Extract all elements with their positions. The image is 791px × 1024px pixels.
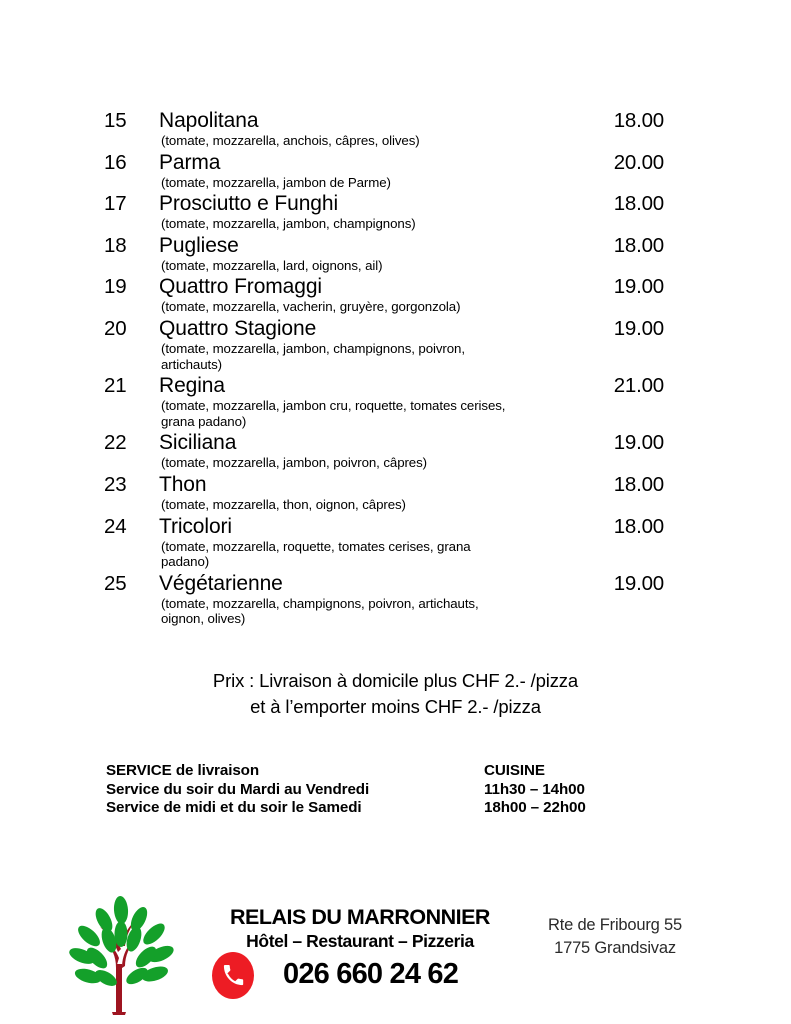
menu-item-name: Végétarienne (159, 571, 283, 595)
menu-item (104, 150, 664, 191)
menu-item-price: 20.00 (613, 150, 664, 174)
address-block (500, 914, 730, 960)
menu-item (104, 430, 664, 471)
menu-item-description: (tomate, mozzarella, jambon de Parme) (161, 174, 391, 190)
menu-item-price: 18.00 (613, 192, 664, 216)
service-hours-label: Service de midi et du soir le Samedi (106, 799, 362, 816)
menu-item-price: 19.00 (613, 571, 664, 595)
service-hours-label: Service du soir du Mardi au Vendredi (106, 780, 370, 798)
menu-item (104, 373, 664, 429)
service-hours-row (106, 762, 666, 781)
menu-item-header (104, 430, 664, 456)
menu-item-name: Siciliana (159, 431, 237, 455)
menu-item-number: 19 (104, 275, 127, 299)
menu-item-header (104, 571, 664, 597)
address-line-1: Rte de Fribourg 55 (548, 916, 682, 934)
menu-item-number: 17 (104, 192, 127, 216)
menu-item-number: 15 (104, 109, 127, 132)
menu-item-description: (tomate, mozzarella, anchois, câpres, olives) (161, 133, 420, 148)
menu-item-name: Prosciutto e Funghi (159, 192, 339, 216)
menu-item-description: (tomate, mozzarella, jambon, poivron, câpres) (161, 455, 427, 471)
menu-item-number: 23 (104, 472, 127, 496)
menu-item-header (104, 472, 664, 498)
menu-item-description: (tomate, mozzarella, jambon, champignons, poivron, artichauts) (161, 340, 465, 372)
menu-item-price: 18.00 (613, 109, 664, 132)
menu-item-description: (tomate, mozzarella, champignons, poivron, artichauts, oignon, olives) (161, 595, 479, 627)
service-hours-row (106, 781, 666, 800)
menu-item (104, 571, 664, 627)
menu-item-price: 21.00 (613, 374, 664, 398)
service-hours-label: SERVICE de livraison (106, 762, 260, 779)
menu-item-name: Thon (159, 472, 207, 496)
menu-item-price: 18.00 (613, 233, 664, 257)
restaurant-subtitle: Hôtel – Restaurant – Pizzeria (246, 931, 474, 951)
menu-item-number: 24 (104, 514, 127, 538)
page-footer (0, 888, 791, 1024)
menu-item-number: 21 (104, 374, 127, 398)
menu-item-header (104, 233, 664, 259)
menu-item-name: Quattro Fromaggi (159, 275, 322, 299)
service-hours-value: 18h00 – 22h00 (484, 799, 586, 816)
menu-item-description: (tomate, mozzarella, lard, oignons, ail) (161, 257, 383, 273)
menu-item-number: 18 (104, 233, 127, 257)
menu-item-header (104, 316, 664, 342)
menu-item (104, 233, 664, 274)
menu-item-header (104, 514, 664, 540)
pizza-menu-list (104, 108, 664, 628)
price-note-line-2: et à l’emporter moins CHF 2.- /pizza (250, 696, 541, 717)
menu-item (104, 472, 664, 513)
menu-item-name: Quattro Stagione (159, 316, 317, 340)
menu-item (104, 274, 664, 315)
menu-item-header (104, 274, 664, 300)
menu-item-price: 19.00 (613, 431, 664, 455)
menu-item (104, 316, 664, 372)
phone-row (205, 950, 505, 1002)
service-hours-value: 11h30 – 14h00 (484, 780, 585, 798)
menu-item-header (104, 373, 664, 399)
menu-item-number: 22 (104, 431, 127, 455)
menu-item (104, 514, 664, 570)
menu-item-price: 19.00 (613, 275, 664, 299)
phone-number[interactable]: 026 660 24 62 (283, 958, 459, 990)
brand-block (222, 904, 498, 953)
service-hours-block (106, 762, 666, 818)
service-hours-row (106, 799, 666, 818)
menu-item-header (104, 150, 664, 176)
service-hours-value: CUISINE (484, 762, 545, 779)
menu-item-name: Parma (159, 150, 221, 174)
phone-icon (212, 952, 254, 999)
menu-item-name: Regina (159, 374, 225, 398)
address-line-2: 1775 Grandsivaz (554, 939, 676, 957)
menu-item (104, 108, 664, 149)
menu-item-number: 25 (104, 571, 127, 595)
menu-item-number: 16 (104, 150, 127, 174)
menu-item-description: (tomate, mozzarella, roquette, tomates cerises, grana padano) (161, 538, 471, 570)
menu-item-name: Pugliese (159, 233, 239, 257)
menu-item-description: (tomate, mozzarella, thon, oignon, câpres) (161, 496, 406, 512)
menu-item-header (104, 108, 664, 134)
menu-item-price: 18.00 (613, 472, 664, 496)
menu-item (104, 191, 664, 232)
menu-item-number: 20 (104, 316, 127, 340)
menu-item-description: (tomate, mozzarella, jambon cru, roquette, tomates cerises, grana padano) (161, 398, 506, 429)
menu-item-name: Tricolori (159, 514, 232, 538)
price-note-line-1: Prix : Livraison à domicile plus CHF 2.- /pizza (212, 670, 579, 691)
delivery-price-note (0, 668, 791, 720)
menu-item-description: (tomate, mozzarella, vacherin, gruyère, gorgonzola) (161, 299, 461, 315)
menu-item-header (104, 191, 664, 217)
menu-item-name: Napolitana (159, 109, 259, 132)
restaurant-name: RELAIS DU MARRONNIER (230, 905, 490, 929)
menu-item-price: 19.00 (613, 316, 664, 340)
tree-logo-icon (66, 894, 176, 1016)
menu-item-price: 18.00 (613, 514, 664, 538)
menu-item-description: (tomate, mozzarella, jambon, champignons) (161, 216, 416, 232)
